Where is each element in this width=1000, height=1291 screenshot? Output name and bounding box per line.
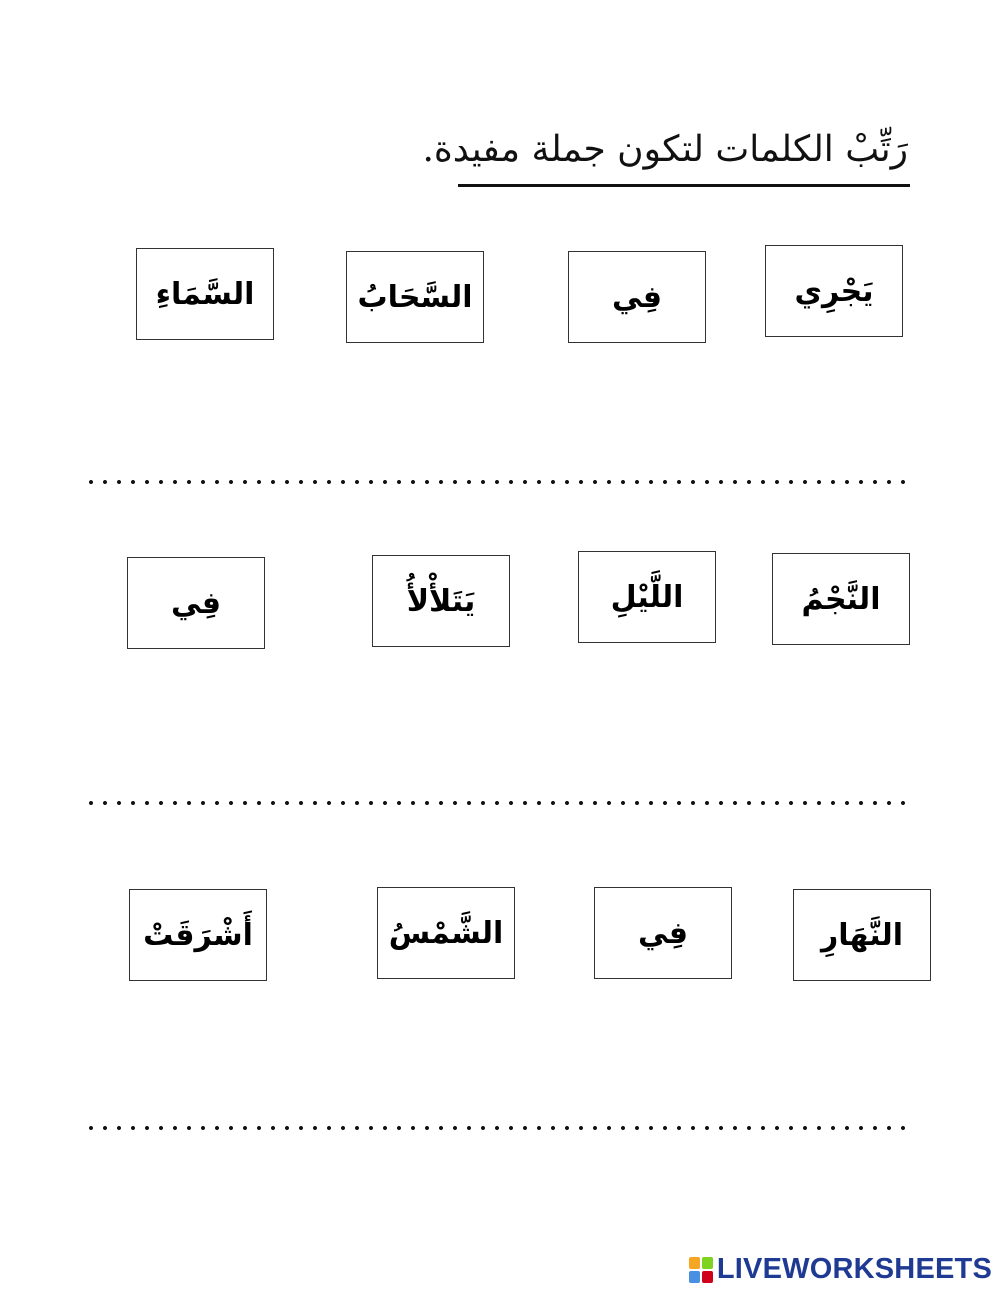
word-card[interactable]: يَجْرِي: [765, 245, 903, 337]
answer-line-3[interactable]: [84, 1124, 908, 1132]
liveworksheets-logo: [689, 1253, 992, 1286]
logo-mark-square: [702, 1257, 713, 1269]
word-card[interactable]: فِي: [127, 557, 265, 649]
word-card[interactable]: النَّجْمُ: [772, 553, 910, 645]
word-card[interactable]: أَشْرَقَتْ: [129, 889, 267, 981]
instruction-underline: [458, 184, 910, 187]
word-card[interactable]: فِي: [568, 251, 706, 343]
word-card[interactable]: فِي: [594, 887, 732, 979]
instruction: رَتِّبْ الكلمات لتكون جملة مفيدة.: [422, 129, 908, 170]
answer-line-2[interactable]: [84, 799, 908, 807]
word-card[interactable]: الشَّمْسُ: [377, 887, 515, 979]
word-card[interactable]: السَّمَاءِ: [136, 248, 274, 340]
logo-mark-square: [689, 1257, 700, 1269]
logo-mark-square: [702, 1271, 713, 1283]
word-card[interactable]: النَّهَارِ: [793, 889, 931, 981]
logo-mark-square: [689, 1271, 700, 1283]
liveworksheets-mark-icon: [689, 1257, 713, 1283]
word-card[interactable]: يَتَلأْلأُ: [372, 555, 510, 647]
answer-line-1[interactable]: [84, 478, 908, 486]
brand-text: LIVEWORKSHEETS: [716, 1253, 992, 1285]
word-card[interactable]: السَّحَابُ: [346, 251, 484, 343]
word-card[interactable]: اللَّيْلِ: [578, 551, 716, 643]
